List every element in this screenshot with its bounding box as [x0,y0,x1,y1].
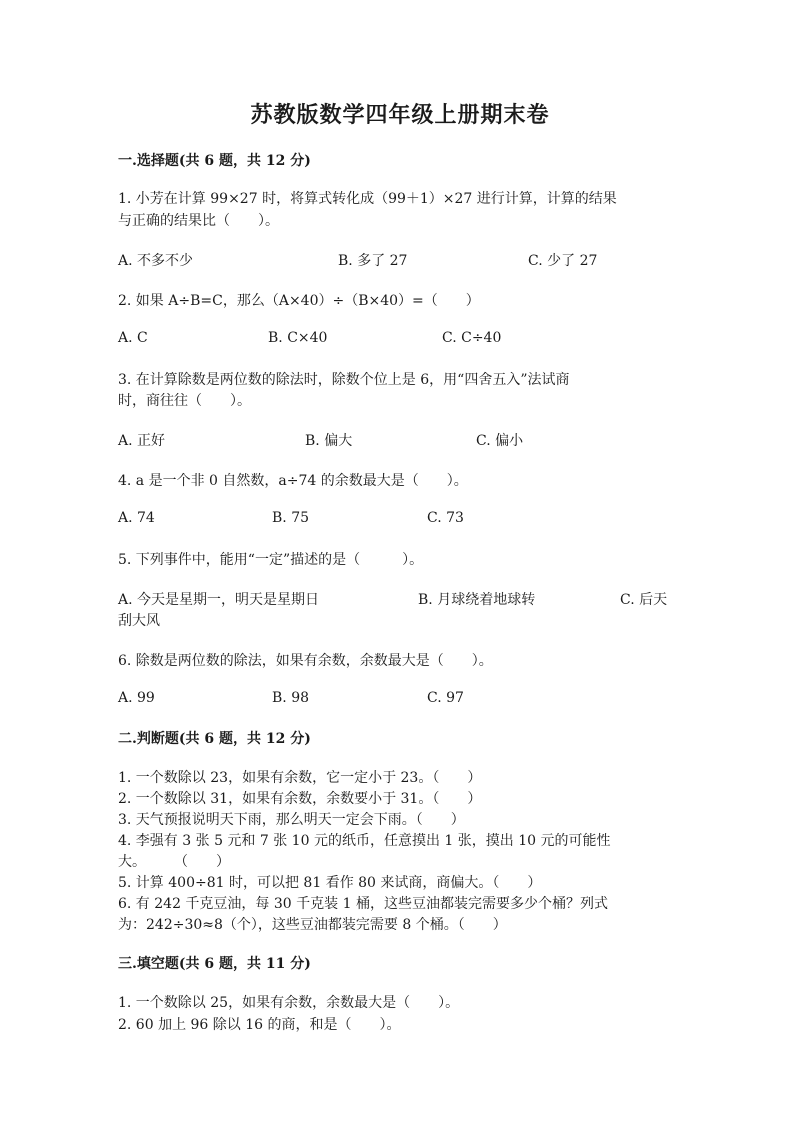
section-heading-judgement: 二.判断题(共 6 题，共 12 分) [118,731,311,747]
question-6-option-b: B. 98 [272,690,310,706]
fill-in-line-1: 1. 一个数除以 25，如果有余数，余数最大是（ ）。 [118,995,460,1011]
question-6-option-a: A. 99 [118,690,155,706]
judgement-line-6: 5. 计算 400÷81 时，可以把 81 看作 80 来试商，商偏大。（ ） [118,875,542,891]
question-5-option-a: A. 今天是星期一，明天是星期日 [118,592,320,608]
question-2-option-c: C. C÷40 [442,330,502,346]
question-1-option-a: A. 不多不少 [118,253,194,269]
question-4-option-b: B. 75 [272,510,310,526]
question-4-option-a: A. 74 [118,510,155,526]
question-1-line-1: 1. 小芳在计算 99×27 时，将算式转化成（99＋1）×27 进行计算，计算的结果 [118,191,617,207]
question-2-option-a: A. C [118,330,148,346]
section-heading-fill-in: 三.填空题(共 6 题，共 11 分) [118,956,311,972]
question-6-line-1: 6. 除数是两位数的除法，如果有余数，余数最大是（ ）。 [118,653,493,669]
judgement-line-7: 6. 有 242 千克豆油，每 30 千克装 1 桶，这些豆油都装完需要多少个桶？列式 [118,896,608,912]
question-5-line-1: 5. 下列事件中，能用“一定”描述的是（ ）。 [118,552,424,568]
question-4-option-c: C. 73 [427,510,464,526]
question-1-option-c: C. 少了 27 [528,253,598,269]
page-title: 苏教版数学四年级上册期末卷 [250,102,550,128]
question-1-line-2: 与正确的结果比（ ）。 [118,213,279,229]
judgement-line-4: 4. 李强有 3 张 5 元和 7 张 10 元的纸币，任意摸出 1 张，摸出 10 元的可能性 [118,833,611,849]
question-4-line-1: 4. a 是一个非 0 自然数，a÷74 的余数最大是（ ）。 [118,473,468,489]
fill-in-line-2: 2. 60 加上 96 除以 16 的商，和是（ ）。 [118,1017,401,1033]
question-3-line-2: 时，商往往（ ）。 [118,393,251,409]
judgement-line-5: 大。 （ ） [118,854,230,870]
question-3-option-a: A. 正好 [118,433,166,449]
judgement-line-3: 3. 天气预报说明天下雨，那么明天一定会下雨。（ ） [118,812,465,828]
question-5-option-c-continued: 刮大风 [118,613,160,629]
question-5-option-c: C. 后天 [620,592,668,608]
question-5-option-b: B. 月球绕着地球转 [418,592,536,608]
question-2-option-b: B. C×40 [268,330,328,346]
question-6-option-c: C. 97 [427,690,464,706]
judgement-line-8: 为：242÷30≈8（个），这些豆油都装完需要 8 个桶。（ ） [118,917,507,933]
judgement-line-2: 2. 一个数除以 31，如果有余数，余数要小于 31。（ ） [118,791,482,807]
question-3-line-1: 3. 在计算除数是两位数的除法时，除数个位上是 6，用“四舍五入”法试商 [118,372,570,388]
question-2-line-1: 2. 如果 A÷B=C，那么（A×40）÷（B×40）=（ ） [118,293,480,309]
judgement-line-1: 1. 一个数除以 23，如果有余数，它一定小于 23。（ ） [118,770,482,786]
section-heading-choice: 一.选择题(共 6 题，共 12 分) [118,153,311,169]
question-1-option-b: B. 多了 27 [338,253,408,269]
question-3-option-c: C. 偏小 [476,433,524,449]
question-3-option-b: B. 偏大 [305,433,353,449]
